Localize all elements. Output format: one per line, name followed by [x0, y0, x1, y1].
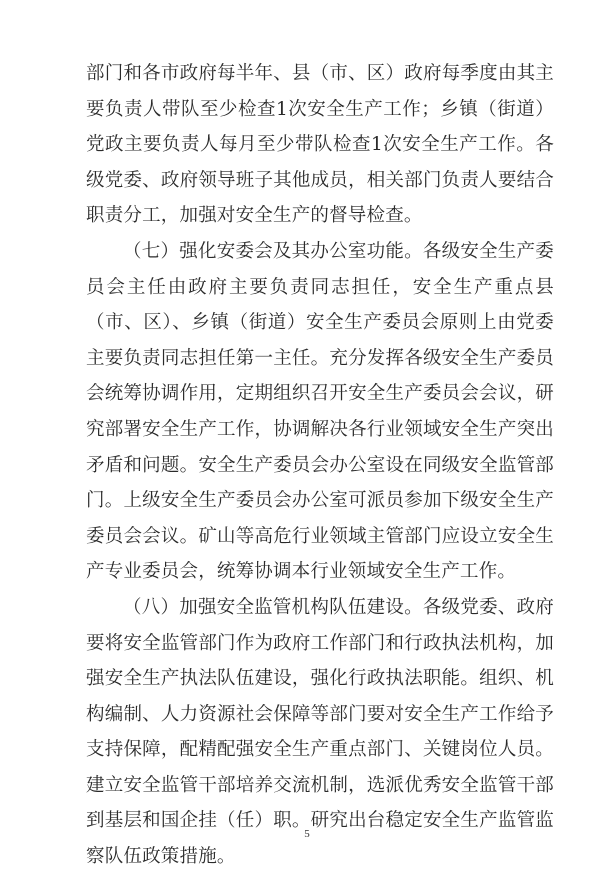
- paragraph-section-8: （八）加强安全监管机构队伍建设。各级党委、政府要将安全监管部门作为政府工作部门和行政执法机构，加强安全生产执法队伍建设，强化行政执法职能。组织、机构编制、人力资源社会保障等部门要对安全生产工作给予支持保障，配精配强安全生产重点部门、关键岗位人员。建立安全监管干部培养交流机制，选派优秀安全监管干部到基层和国企挂（任）职。研究出台稳定安全生产监管监察队伍政策措施。: [86, 596, 554, 868]
- paragraph-continuation: 部门和各市政府每半年、县（市、区）政府每季度由其主要负责人带队至少检查1次安全生产工作；乡镇（街道）党政主要负责人每月至少带队检查1次安全生产工作。各级党委、政府领导班子其他成员，相关部门负责人要结合职责分工，加强对安全生产的督导检查。: [86, 63, 554, 227]
- document-body: [86, 56, 554, 875]
- paragraph-section-7: （七）强化安委会及其办公室功能。各级安全生产委员会主任由政府主要负责同志担任，安全生产重点县（市、区）、乡镇（街道）安全生产委员会原则上由党委主要负责同志担任第一主任。充分发挥各级安全生产委员会统筹协调作用，定期组织召开安全生产委员会会议，研究部署安全生产工作，协调解决各行业领域安全生产突出矛盾和问题。安全生产委员会办公室设在同级安全监管部门。上级安全生产委员会办公室可派员参加下级安全生产委员会会议。矿山等高危行业领域主管部门应设立安全生产专业委员会，统筹协调本行业领域安全生产工作。: [86, 240, 554, 583]
- page-number: 5: [304, 828, 310, 840]
